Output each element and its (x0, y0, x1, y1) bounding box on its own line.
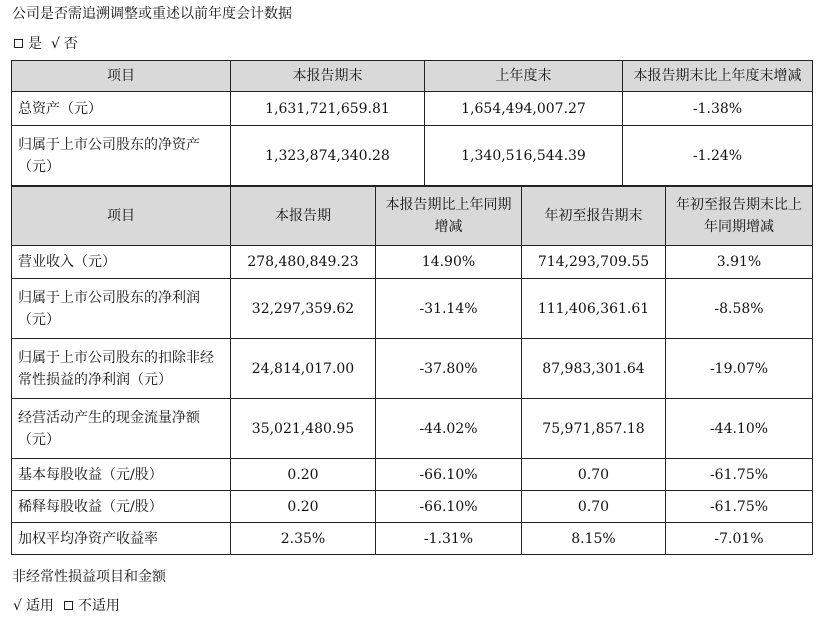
row-period: 24,814,017.00 (231, 339, 376, 399)
table-row (12, 523, 813, 555)
row-change: -1.38% (623, 92, 813, 126)
table-row (12, 491, 813, 523)
applicable-label: 适用 (25, 598, 54, 614)
balance-header-change: 本报告期末比上年度末增减 (623, 61, 813, 92)
row-ytd: 111,406,361.61 (522, 279, 666, 339)
balance-header-item: 项目 (12, 61, 231, 92)
balance-header-row (12, 61, 813, 92)
checkmark-icon: √ (51, 36, 60, 52)
row-period-change: -1.31% (376, 523, 522, 555)
balance-header-current: 本报告期末 (231, 61, 425, 92)
row-item: 总资产（元） (12, 92, 231, 126)
row-period: 0.20 (231, 491, 376, 523)
income-header-row (12, 187, 813, 246)
row-period-change: -31.14% (376, 279, 522, 339)
row-item: 营业收入（元） (12, 246, 231, 279)
row-ytd-change: -8.58% (666, 279, 813, 339)
row-period: 0.20 (231, 459, 376, 491)
row-period: 35,021,480.95 (231, 399, 376, 459)
table-row (12, 279, 813, 339)
row-period-change: -37.80% (376, 339, 522, 399)
applicability-options (12, 597, 120, 615)
no-label: 否 (63, 36, 78, 52)
income-header-period: 本报告期 (231, 187, 376, 246)
table-row (12, 126, 813, 186)
row-prior: 1,340,516,544.39 (425, 126, 623, 186)
row-period: 32,297,359.62 (231, 279, 376, 339)
income-header-period-change: 本报告期比上年同期增减 (376, 187, 522, 246)
row-change: -1.24% (623, 126, 813, 186)
not-applicable-label: 不适用 (77, 598, 120, 614)
row-current: 1,631,721,659.81 (231, 92, 425, 126)
row-ytd-change: -19.07% (666, 339, 813, 399)
row-ytd-change: -61.75% (666, 459, 813, 491)
row-period-change: -66.10% (376, 459, 522, 491)
nonrecurring-title: 非经常性损益项目和金额 (12, 569, 166, 585)
restatement-options (12, 35, 78, 53)
table-row (12, 339, 813, 399)
row-ytd-change: -44.10% (666, 399, 813, 459)
row-current: 1,323,874,340.28 (231, 126, 425, 186)
checkmark-icon: √ (13, 598, 22, 614)
row-ytd-change: 3.91% (666, 246, 813, 279)
balance-header-prior: 上年度末 (425, 61, 623, 92)
row-ytd: 87,983,301.64 (522, 339, 666, 399)
income-header-ytd: 年初至报告期末 (522, 187, 666, 246)
balance-table (11, 60, 813, 186)
restatement-question: 公司是否需追溯调整或重述以前年度会计数据 (12, 6, 292, 22)
row-period-change: 14.90% (376, 246, 522, 279)
row-ytd: 714,293,709.55 (522, 246, 666, 279)
empty-checkbox-icon (14, 39, 23, 48)
yes-label: 是 (28, 36, 42, 52)
row-item: 经营活动产生的现金流量净额（元） (12, 399, 231, 459)
row-ytd: 0.70 (522, 491, 666, 523)
income-table (11, 186, 813, 555)
row-ytd: 0.70 (522, 459, 666, 491)
row-item: 归属于上市公司股东的净资产（元） (12, 126, 231, 186)
row-ytd-change: -7.01% (666, 523, 813, 555)
empty-checkbox-icon (64, 601, 73, 610)
income-header-item: 项目 (12, 187, 231, 246)
table-row (12, 399, 813, 459)
table-row (12, 92, 813, 126)
row-item: 稀释每股收益（元/股） (12, 491, 231, 523)
row-prior: 1,654,494,007.27 (425, 92, 623, 126)
row-period-change: -44.02% (376, 399, 522, 459)
income-header-ytd-change: 年初至报告期末比上年同期增减 (666, 187, 813, 246)
row-item: 基本每股收益（元/股） (12, 459, 231, 491)
table-row (12, 246, 813, 279)
row-period: 278,480,849.23 (231, 246, 376, 279)
row-item: 归属于上市公司股东的净利润（元） (12, 279, 231, 339)
row-ytd: 75,971,857.18 (522, 399, 666, 459)
row-item: 归属于上市公司股东的扣除非经常性损益的净利润（元） (12, 339, 231, 399)
row-item: 加权平均净资产收益率 (12, 523, 231, 555)
row-period-change: -66.10% (376, 491, 522, 523)
row-ytd: 8.15% (522, 523, 666, 555)
row-period: 2.35% (231, 523, 376, 555)
row-ytd-change: -61.75% (666, 491, 813, 523)
table-row (12, 459, 813, 491)
